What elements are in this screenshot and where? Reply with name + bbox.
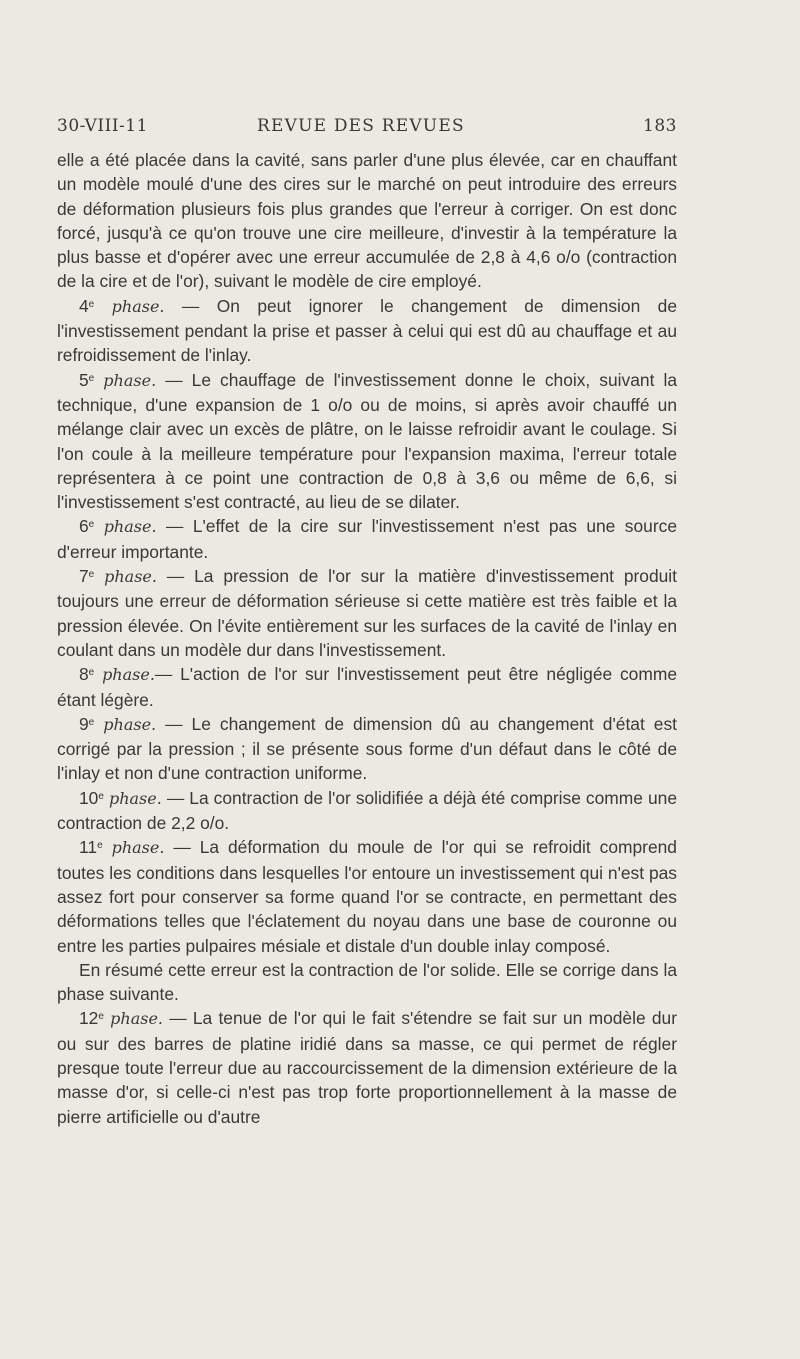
paragraph-phase-12 [57, 1006, 677, 1128]
phase-ordinal: e [98, 1011, 104, 1023]
phase-label: phase. [110, 1009, 164, 1029]
paragraph-text: — La tenue de l'or qui le fait s'étendre se fait sur un modèle dur ou sur des barres de platine iridié dans sa masse, ce qui permet de régler presque toute l'erreur due au raccourcissement de la dimension extérieure de la masse d'or, si celle-ci n'est pas trop forte proportionnellement à la masse de pierre artificielle ou d'autre [57, 1008, 677, 1127]
phase-label: phase. [103, 714, 157, 734]
paragraph-text: — On peut ignorer le changement de dimension de l'investissement pendant la prise et passer à celui qui est dû au chauffage et au refroidissement de l'inlay. [57, 295, 677, 366]
header-journal-title: REVUE DES REVUES [257, 116, 465, 136]
article-body [57, 148, 677, 1129]
page-number: 183 [643, 116, 677, 136]
phase-label: phase. [111, 296, 165, 316]
paragraph-phase-4 [57, 294, 677, 368]
phase-label: phase. [102, 665, 155, 685]
phase-number: 10 [79, 787, 99, 808]
paragraph-phase-5 [57, 368, 677, 515]
paragraph-text: — La déformation du moule de l'or qui se refroidit comprend toutes les conditions dans lesquelles l'or entoure un investissement qui n'est pas assez fort pour conserver sa forme quand l'or se contracte, en permettant des déformations telles que l'éclatement du noyau dans une base de couronne ou entre les parties pulpaires mésiale et distale d'un double inlay composé. [57, 837, 677, 956]
phase-label: phase. [103, 517, 157, 537]
paragraph-text: — L'effet de la cire sur l'investissement n'est pas une source d'erreur importante. [57, 516, 677, 562]
paragraph-phase-11 [57, 835, 677, 957]
phase-number: 4 [79, 295, 89, 316]
paragraph-text: — Le changement de dimension dû au changement d'état est corrigé par la pression ; il se présente sous forme d'un défaut dans le côté de l'inlay et non d'une contraction uniforme. [57, 713, 677, 784]
phase-label: phase. [103, 370, 157, 390]
paragraph-text: elle a été placée dans la cavité, sans parler d'une plus élevée, car en chauffant un modèle moulé d'une des cires sur le marché on peut introduire des erreurs de déformation plusieurs fois plus grandes que l'erreur à corriger. On est donc forcé, jusqu'à ce qu'on trouve une cire meilleure, d'investir à la température la plus basse et d'opérer avec une erreur accumulée de 2,8 à 4,6 o/o (contraction de la cire et de l'or), suivant le modèle de cire employé. [57, 150, 677, 292]
paragraph-phase-7 [57, 564, 677, 662]
paragraph-phase-6 [57, 514, 677, 564]
paragraph-text: — La contraction de l'or solidifiée a déjà été comprise comme une contraction de 2,2 o/o. [57, 787, 677, 834]
phase-number: 8 [79, 664, 89, 685]
phase-ordinal: e [88, 667, 95, 679]
phase-ordinal: e [98, 790, 104, 802]
running-header [57, 116, 677, 144]
header-date: 30-VIII-11 [57, 116, 148, 136]
phase-number: 11 [79, 837, 98, 858]
paragraph-phase-8 [57, 662, 677, 712]
phase-number: 12 [79, 1008, 99, 1029]
paragraph-text: — Le chauffage de l'investissement donne le choix, suivant la technique, d'une expansion de 1 o/o ou de moins, si après avoir chauffé un mélange clair avec un excès de plâtre, on le laisse refroidir avant le coulage. Si l'on coule à la meilleure température pour l'expansion maxima, l'erreur totale représentera à ce point une contraction de 0,8 à 3,6 ou même de 6,6, si l'investissement s'est contracté, au lieu de se dilater. [57, 369, 677, 513]
phase-ordinal: e [88, 372, 95, 384]
paragraph-text: En résumé cette erreur est la contraction de l'or solide. Elle se corrige dans la phase suivante. [57, 959, 677, 1005]
paragraph-text: — L'action de l'or sur l'investissement peut être négligée comme étant légère. [57, 664, 677, 710]
phase-ordinal: e [88, 716, 95, 728]
phase-number: 7 [79, 566, 89, 587]
paragraph-phase-10 [57, 786, 677, 836]
phase-ordinal: e [97, 840, 103, 852]
paragraph-text: — La pression de l'or sur la matière d'investissement produit toujours une erreur de déformation sérieuse si cette matière est très faible et la pression élevée. On l'évite entièrement sur les surfaces de la cavité de l'inlay en coulant dans un modèle dur dans l'investissement. [57, 566, 677, 660]
phase-ordinal: e [88, 569, 95, 581]
phase-label: phase. [108, 788, 162, 808]
phase-label: phase. [104, 567, 157, 587]
phase-number: 6 [79, 516, 89, 537]
paragraph-phase-9 [57, 712, 677, 786]
phase-number: 5 [79, 369, 89, 390]
phase-label: phase. [111, 838, 165, 858]
paragraph-summary [57, 958, 677, 1007]
phase-ordinal: e [88, 519, 95, 531]
phase-number: 9 [79, 713, 89, 734]
paragraph-continuation [57, 148, 677, 294]
phase-ordinal: e [88, 298, 95, 310]
